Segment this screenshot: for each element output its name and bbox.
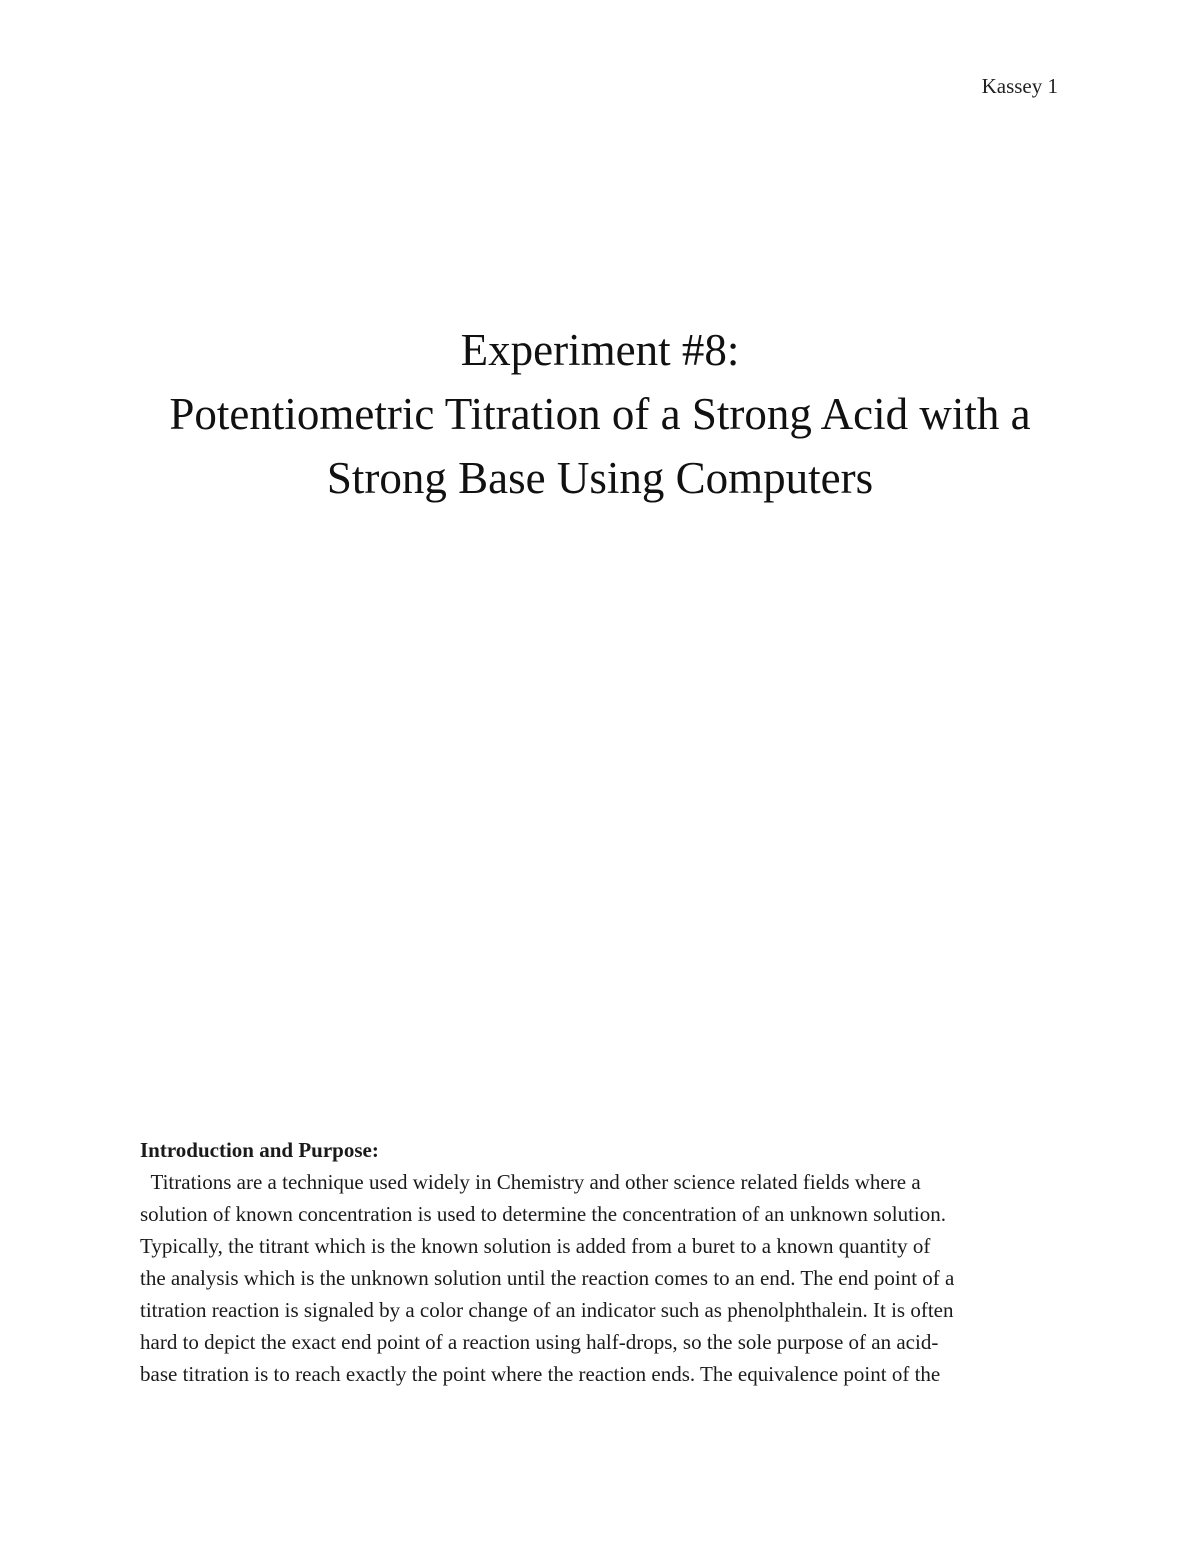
paragraph-line: Titrations are a technique used widely in Chemistry and other science related fields where a <box>140 1170 921 1194</box>
paragraph-line: hard to depict the exact end point of a reaction using half-drops, so the sole purpose of an acid- <box>140 1330 939 1354</box>
paragraph-line: base titration is to reach exactly the point where the reaction ends. The equivalence point of the <box>140 1362 941 1386</box>
document-title <box>0 318 1200 510</box>
paragraph-line: titration reaction is signaled by a color change of an indicator such as phenolphthalein. It is often <box>140 1298 954 1322</box>
introduction-section <box>140 1134 1070 1390</box>
title-line-2: Potentiometric Titration of a Strong Acid with a <box>169 389 1031 439</box>
paragraph-line: Typically, the titrant which is the known solution is added from a buret to a known quantity of <box>140 1234 931 1258</box>
paragraph-line: the analysis which is the unknown solution until the reaction comes to an end. The end point of a <box>140 1266 955 1290</box>
running-head: Kassey 1 <box>981 74 1058 98</box>
paragraph-line: solution of known concentration is used to determine the concentration of an unknown solution. <box>140 1202 946 1226</box>
title-line-1: Experiment #8: <box>460 325 740 375</box>
title-line-3: Strong Base Using Computers <box>326 453 874 503</box>
section-heading: Introduction and Purpose: <box>140 1138 379 1162</box>
